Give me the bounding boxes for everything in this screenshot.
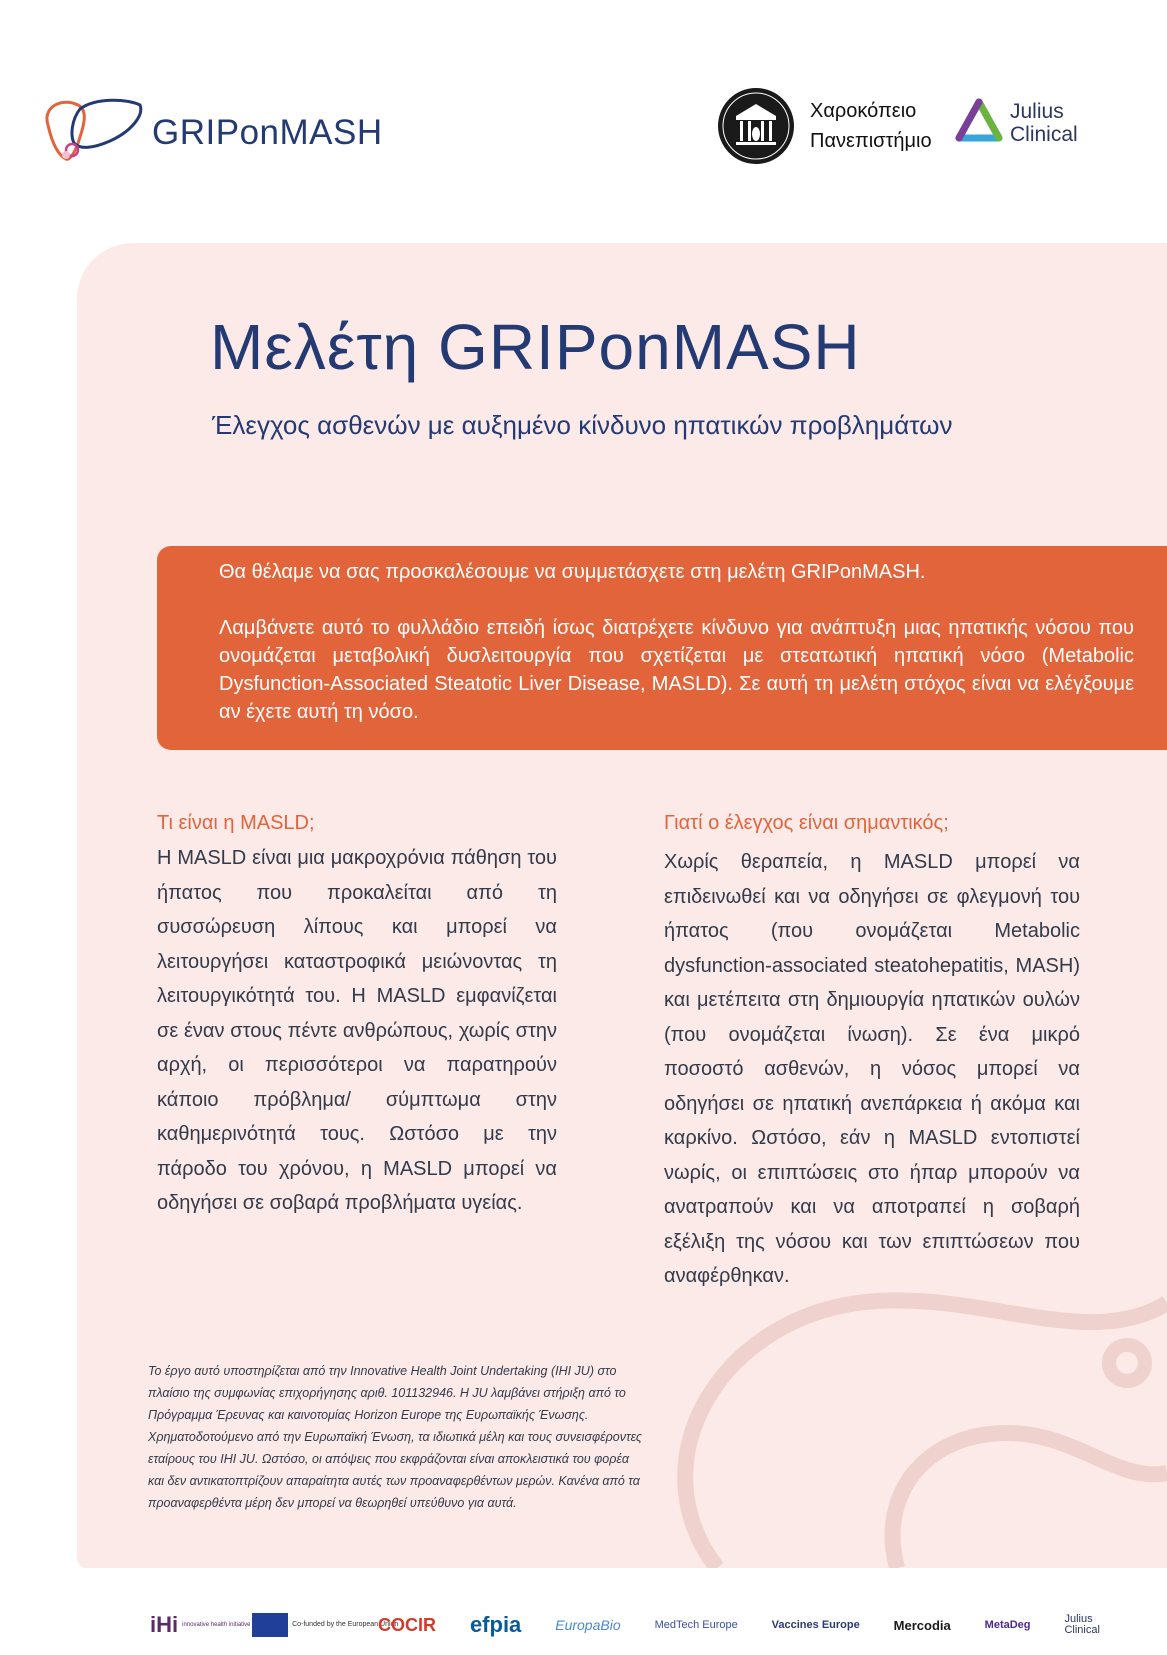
eu-flag-icon [252, 1613, 288, 1637]
what-is-masld-section [157, 812, 557, 1221]
eu-cofunded-logo [252, 1613, 399, 1637]
page-title: Μελέτη GRIPonMASH [210, 311, 861, 383]
why-screening-heading: Γιατί ο έλεγχος είναι σημαντικός; [664, 812, 949, 834]
julius-footer-line2: Clinical [1064, 1624, 1100, 1636]
ihi-logo-text: innovative health initiative [182, 1621, 251, 1628]
brand-name: GRIPonMASH [152, 113, 383, 152]
metadeg-logo: MetaDeg [984, 1619, 1031, 1631]
brand-logo [40, 95, 420, 175]
eu-cofunded-text: Co-funded by the European Union [292, 1621, 399, 1628]
ihi-logo [150, 1612, 251, 1638]
harokopio-name-line2: Πανεπιστήμιο [810, 130, 932, 152]
julius-name-line1: Julius [1010, 100, 1064, 123]
julius-footer-line1: Julius [1064, 1613, 1093, 1625]
intro-reason: Λαμβάνετε αυτό το φυλλάδιο επειδή ίσως διατρέχετε κίνδυνο για ανάπτυξη μιας ηπατικής νόσου που ονομάζεται μεταβολική δυσλειτουργία που σχετίζεται με στεατωτική ηπατική νόσο (Metabolic Dysfunction-Associated Steatotic Liver Disease, MASLD). Σε αυτή τη μελέτη στόχος είναι να ελέγξουμε αν έχετε αυτή τη νόσο. [219, 617, 1134, 723]
harokopio-logo [718, 88, 948, 168]
julius-clinical-name [1010, 100, 1078, 146]
julius-clinical-logo [955, 98, 1125, 158]
mercodia-logo: Mercodia [893, 1617, 951, 1633]
why-screening-section [664, 812, 1080, 1294]
ihi-logo-mark: iHi [150, 1612, 179, 1637]
cocir-logo: COCIR [378, 1614, 436, 1635]
efpia-logo: efpia [469, 1612, 522, 1637]
julius-clinical-footer-logo [1064, 1614, 1099, 1636]
page-subtitle: Έλεγχος ασθενών με αυξημένο κίνδυνο ηπατικών προβλημάτων [212, 410, 953, 440]
why-screening-text: Χωρίς θεραπεία, η MASLD μπορεί να επιδεινωθεί και να οδηγήσει σε φλεγμονή του ήπατος (που ονομάζεται Metabolic dysfunction-associated steatohepatitis, MASH) και μετέπειτα στη δημιουργία ηπατικών ουλών (που ονομάζεται ίνωση). Σε ένα μικρό ποσοστό ασθενών, η νόσος μπορεί να οδηγήσει σε ηπατική ανεπάρκεια ή ακόμα και καρκίνο. Ωστόσο, εάν η MASLD εντοπιστεί νωρίς, οι επιπτώσεις στο ήπαρ μπορούν να ανατραπούν και να αποτραπεί η σοβαρή εξέλιξη της νόσου και των επιπτώσεων που αναφέρθηκαν. [664, 851, 1080, 1287]
university-seal-icon [718, 88, 794, 164]
funding-disclaimer [148, 1360, 648, 1514]
partner-logos-footer [150, 1605, 1100, 1645]
intro-box [157, 546, 1167, 750]
europabio-logo: EuropaBio [555, 1617, 621, 1633]
vaccines-europe-logo: Vaccines Europe [771, 1619, 860, 1631]
julius-name-line2: Clinical [1010, 123, 1078, 146]
what-is-masld-heading: Τι είναι η MASLD; [157, 812, 315, 834]
funding-disclaimer-text: Χρηματοδοτούμενο από την Ευρωπαϊκή Ένωση, τα ιδιωτικά μέλη και τους συνεισφέροντες εταίρους του IHI JU. Ωστόσο, οι απόψεις που εκφράζονται είναι αποκλειστικά του φορέα και δεν αντικατοπτρίζουν απαραίτητα αυτές των προαναφερθέντων μερών. Κανένα από τα προαναφερθέντα μέρη δεν μπορεί να θεωρηθεί υπεύθυνο για αυτά. [148, 1430, 642, 1510]
julius-triangle-icon [955, 98, 1003, 146]
harokopio-name-line1: Χαροκόπειο [810, 100, 917, 122]
harokopio-name [810, 96, 932, 156]
intro-invitation: Θα θέλαμε να σας προσκαλέσουμε να συμμετάσχετε στη μελέτη GRIPonMASH. [219, 561, 926, 583]
funding-statement: Το έργο αυτό υποστηρίζεται από την Innovative Health Joint Undertaking (IHI JU) στο πλαίσιο της συμφωνίας επιχορήγησης αριθ. 101132946. Η JU λαμβάνει στήριξη από το Πρόγραμμα Έρευνας και καινοτομίας Horizon Europe της Ευρωπαϊκής Ένωσης. [148, 1364, 626, 1422]
medtech-europe-logo: MedTech Europe [654, 1619, 738, 1631]
what-is-masld-text: Η MASLD είναι μια μακροχρόνια πάθηση του ήπατος που προκαλείται από τη συσσώρευση λίπους και μπορεί να λειτουργήσει καταστροφικά μειώνοντας τη λειτουργικότητά του. Η MASLD εμφανίζεται σε έναν στους πέντε ανθρώπους, χωρίς στην αρχή, οι περισσότεροι να παρατηρούν κάποιο πρόβλημα/ σύμπτωμα στην καθημερινότητά τους. Ωστόσο με την πάροδο του χρόνου, η MASLD μπορεί να οδηγήσει σε σοβαρά προβλήματα υγείας. [157, 847, 557, 1214]
liver-logo-icon [40, 95, 150, 170]
